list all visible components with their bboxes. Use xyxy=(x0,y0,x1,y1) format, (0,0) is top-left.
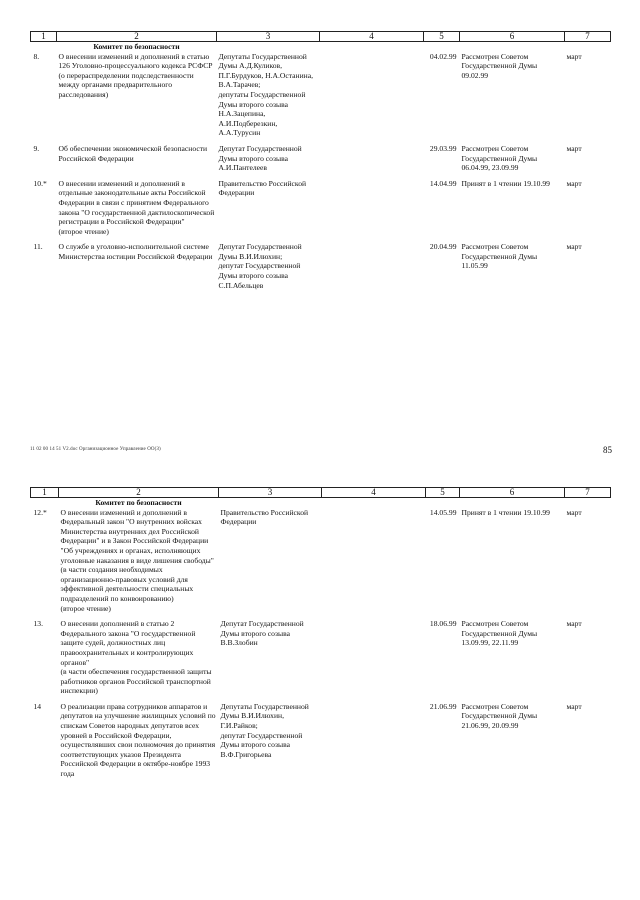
planned-month: март xyxy=(566,619,582,629)
bill-table-page-2 xyxy=(30,487,611,785)
section-title: Комитет по безопасности xyxy=(95,498,182,507)
bill-status: Рассмотрен Советом Государственной Думы 21.06.99, 20.09.99 xyxy=(461,701,538,731)
bill-title: О внесении дополнений в статью 2 Федерального закона "О государственной защите судей, должностных лиц правоохранительных и контролирующих органов" (в части обеспечения государственной защиты работников органов Российской транспортной инспекции) xyxy=(60,619,212,696)
row-number: 11. xyxy=(33,242,43,252)
bill-title: О внесении изменений и дополнений в Федеральный закон "О внутренних войсках Министерства внутренних дел Российской Федерации" и в Закон Российской Федерации "Об учреждениях и органах, исполняющих уголовные наказания в виде лишения свободы" (в части создания необходимых организационно-правовых условий для эффективной деятельности специальных подразделений по конвоированию) (второе чтение) xyxy=(60,507,214,613)
column-header-row xyxy=(31,488,611,498)
section-title-row xyxy=(31,498,611,508)
row-number: 13. xyxy=(33,619,43,629)
planned-month: март xyxy=(566,51,582,61)
bill-status: Рассмотрен Советом Государственной Думы 09.02.99 xyxy=(461,51,538,80)
bill-row xyxy=(31,508,611,620)
row-number: 14 xyxy=(33,701,42,711)
bill-initiator: Депутат Государственной Думы В.И.Илюхин; депутат Государственной Думы второго созыва С.П.Абельцев xyxy=(218,242,302,290)
bill-row xyxy=(31,179,611,243)
column-4-cell xyxy=(320,52,424,144)
column-header-row xyxy=(31,32,611,42)
submission-date: 20.04.99 xyxy=(429,242,457,252)
column-4-cell xyxy=(320,179,424,243)
bill-row xyxy=(31,52,611,144)
page-number: 85 xyxy=(603,445,612,455)
column-4-cell xyxy=(320,144,424,179)
column-header-5: 5 xyxy=(426,488,460,498)
submission-date: 29.03.99 xyxy=(429,143,457,153)
bill-initiator: Депутат Государственной Думы второго созыва А.И.Пантелеев xyxy=(218,143,302,173)
bill-row xyxy=(31,702,611,785)
planned-month: март xyxy=(566,143,582,153)
row-number: 12.* xyxy=(33,507,47,517)
bill-initiator: Депутаты Государственной Думы В.И.Илюхин, Г.И.Райков; депутат Государственной Думы второго созыва В.Ф.Григорьева xyxy=(220,701,309,759)
bill-title: О внесении изменений и дополнений в отдельные законодательные акты Российской Федерации в связи с принятием Федерального закона "О государственной дактилоскопической регистрации в Российской Федерации" (второе чтение) xyxy=(58,178,215,236)
column-header-3: 3 xyxy=(219,488,322,498)
bill-row xyxy=(31,144,611,179)
planned-month: март xyxy=(566,507,582,517)
bill-table-page-1 xyxy=(30,31,611,296)
column-4-cell xyxy=(320,242,424,296)
bill-initiator: Правительство Российской Федерации xyxy=(218,178,307,198)
column-header-2: 2 xyxy=(57,32,217,42)
bill-initiator: Правительство Российской Федерации xyxy=(220,507,309,527)
submission-date: 21.06.99 xyxy=(429,701,457,711)
bill-status: Принят в 1 чтении 19.10.99 xyxy=(461,178,550,188)
bill-initiator: Депутаты Государственной Думы А.Д.Куликов, П.Г.Бурдуков, Н.А.Останина, В.А.Тарачев; депутаты Государственной Думы второго созыва Н.А.Зацепина, А.И.Подберезкин, А.А.Турусин xyxy=(218,51,313,138)
footer-meta: 11 02 00 14 51 V2.doc Организационное Управление ОО(З) xyxy=(30,447,161,452)
column-header-1: 1 xyxy=(31,488,59,498)
column-header-6: 6 xyxy=(460,32,565,42)
column-header-7: 7 xyxy=(565,488,611,498)
submission-date: 04.02.99 xyxy=(429,51,457,61)
column-4-cell xyxy=(322,508,426,620)
bill-status: Рассмотрен Советом Государственной Думы 13.09.99, 22.11.99 xyxy=(461,619,538,648)
row-number: 10.* xyxy=(33,178,47,188)
bill-title: О реализации права сотрудников аппаратов и депутатов на улучшение жилищных условий по спискам Советов народных депутатов всех уровней в Российской Федерации, осуществлявших свои полномочия до принятия соответствующих указов Президента Российской Федерации в октябре-ноябре 1993 года xyxy=(60,701,216,779)
planned-month: март xyxy=(566,701,582,711)
column-header-3: 3 xyxy=(217,32,320,42)
column-header-1: 1 xyxy=(31,32,57,42)
row-number: 8. xyxy=(33,51,40,61)
column-header-5: 5 xyxy=(424,32,460,42)
column-header-7: 7 xyxy=(565,32,611,42)
bill-status: Рассмотрен Советом Государственной Думы 11.05.99 xyxy=(461,242,538,271)
bill-row xyxy=(31,619,611,702)
planned-month: март xyxy=(566,242,582,252)
submission-date: 14.04.99 xyxy=(429,178,457,188)
column-header-6: 6 xyxy=(460,488,565,498)
column-header-2: 2 xyxy=(59,488,219,498)
bill-initiator: Депутат Государственной Думы второго созыва В.В.Злобин xyxy=(220,619,304,648)
submission-date: 14.05.99 xyxy=(429,507,457,517)
bill-status: Рассмотрен Советом Государственной Думы 06.04.99, 23.09.99 xyxy=(461,143,538,173)
bill-status: Принят в 1 чтении 19.10.99 xyxy=(461,507,550,517)
row-number: 9. xyxy=(33,143,40,153)
column-4-cell xyxy=(322,702,426,785)
bill-title: Об обеспечении экономической безопасности Российской Федерации xyxy=(58,143,208,163)
column-header-4: 4 xyxy=(322,488,426,498)
section-title: Комитет по безопасности xyxy=(93,42,180,51)
bill-title: О внесении изменений и дополнений в статью 126 Уголовно-процессуального кодекса РСФСР (о перераспределении подследственности между органами предварительного расследования) xyxy=(58,51,213,99)
submission-date: 18.06.99 xyxy=(429,619,457,629)
section-title-row xyxy=(31,42,611,52)
bill-row xyxy=(31,242,611,296)
bill-title: О службе в уголовно-исполнительной системе Министерства юстиции Российской Федерации xyxy=(58,242,213,261)
planned-month: март xyxy=(566,178,582,188)
column-header-4: 4 xyxy=(320,32,424,42)
column-4-cell xyxy=(322,619,426,702)
